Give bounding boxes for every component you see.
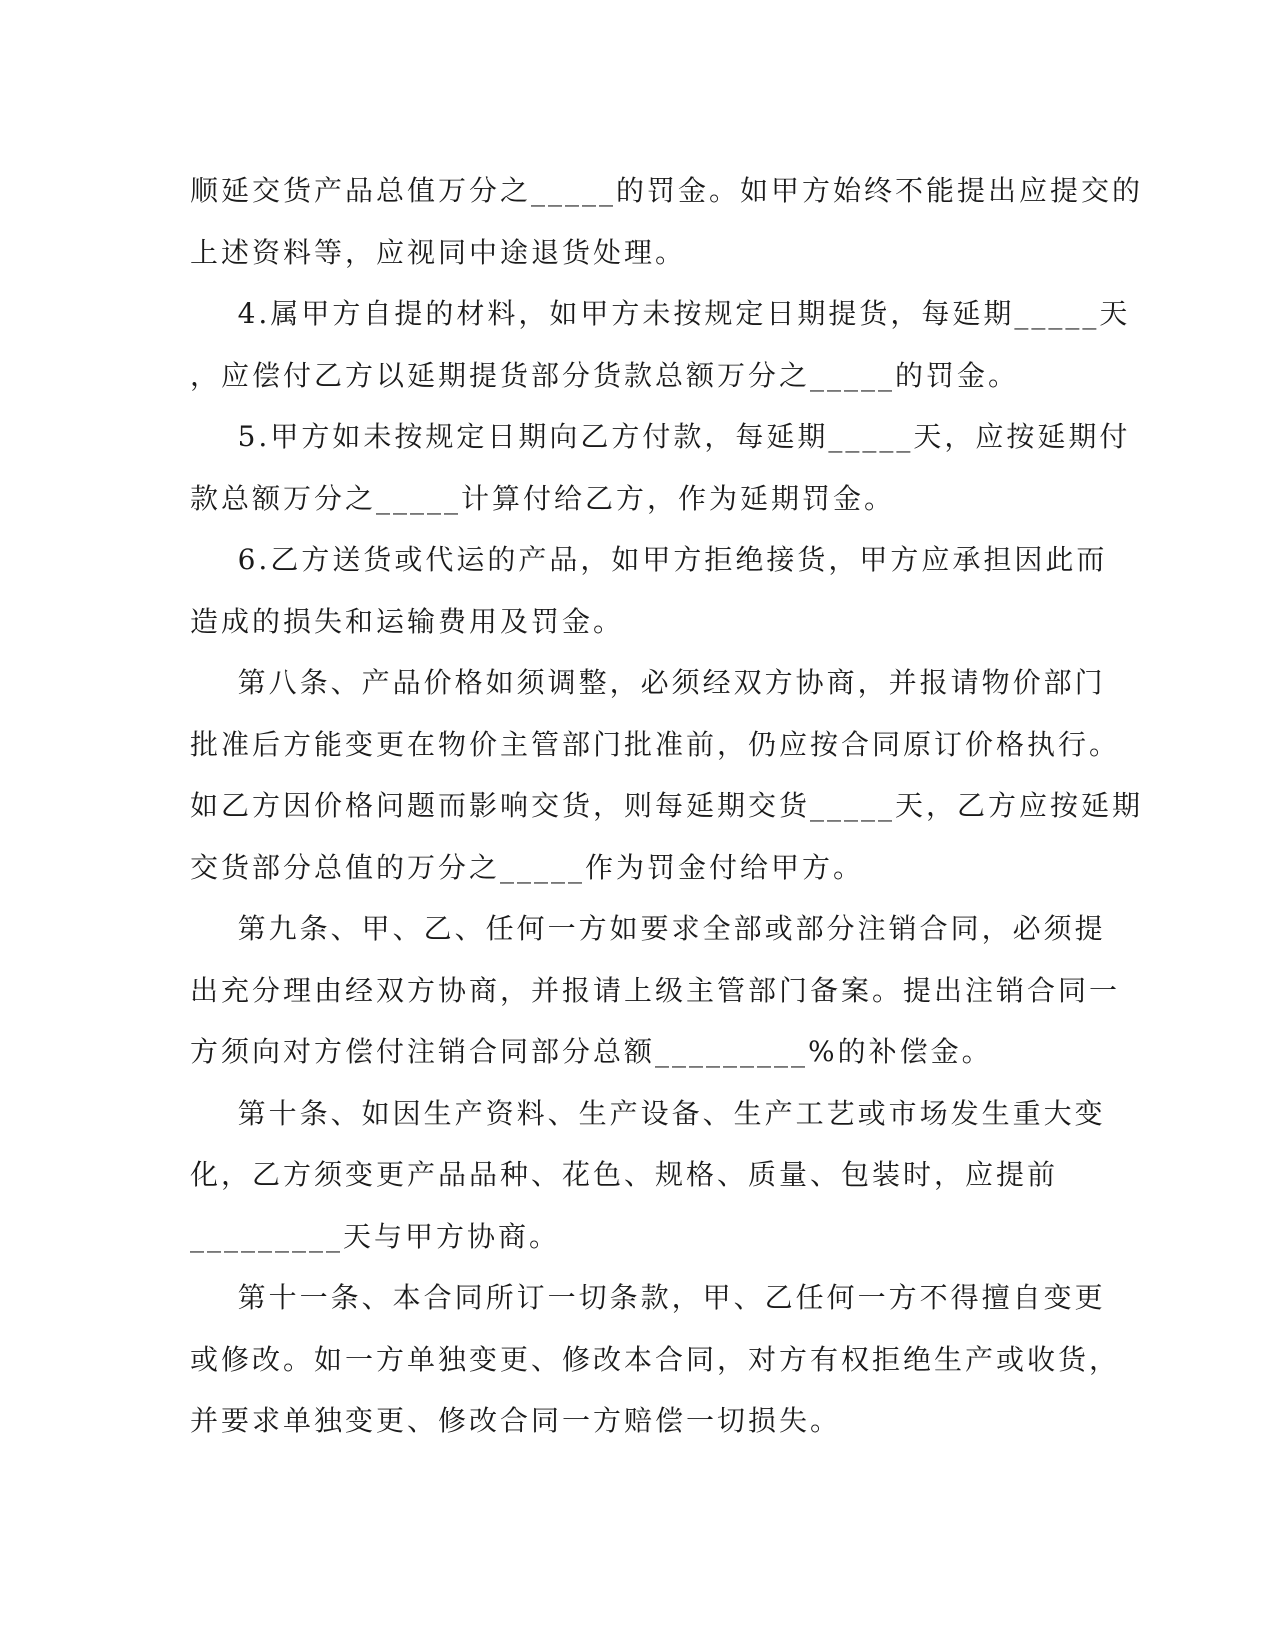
text-line: 第九条、甲、乙、任何一方如要求全部或部分注销合同，必须提 (190, 912, 1106, 945)
text-line: 款总额万分之_____计算付给乙方，作为延期罚金。 (190, 481, 896, 515)
text-line: 或修改。如一方单独变更、修改本合同，对方有权拒绝生产或收货， (190, 1342, 1121, 1376)
text-line: ，应偿付乙方以延期提货部分货款总额万分之_____的罚金。 (190, 358, 1020, 392)
text-line: 第十条、如因生产资料、生产设备、生产工艺或市场发生重大变 (190, 1096, 1106, 1130)
text-line: 第十一条、本合同所订一切条款，甲、乙任何一方不得擅自变更 (190, 1281, 1106, 1314)
text-line: 造成的损失和运输费用及罚金。 (190, 604, 625, 638)
text-line: 批准后方能变更在物价主管部门批准前，仍应按合同原订价格执行。 (190, 727, 1121, 761)
text-line: 第八条、产品价格如须调整，必须经双方协商，并报请物价部门 (190, 666, 1106, 699)
text-line: 4.属甲方自提的材料，如甲方未按规定日期提货，每延期_____天 (190, 297, 1131, 330)
text-line: 6.乙方送货或代运的产品，如甲方拒绝接货，甲方应承担因此而 (190, 543, 1108, 576)
text-line: 如乙方因价格问题而影响交货，则每延期交货_____天，乙方应按延期 (190, 789, 1144, 822)
text-line: _________天与甲方协商。 (190, 1219, 561, 1253)
text-line: 5.甲方如未按规定日期向乙方付款，每延期_____天，应按延期付 (190, 420, 1131, 453)
text-line: 化，乙方须变更产品品种、花色、规格、质量、包装时，应提前 (190, 1158, 1059, 1191)
text-line: 并要求单独变更、修改合同一方赔偿一切损失。 (190, 1404, 842, 1437)
text-line: 方须向对方偿付注销合同部分总额_________%的补偿金。 (190, 1035, 993, 1068)
document-body (190, 160, 1144, 1452)
text-line: 交货部分总值的万分之_____作为罚金付给甲方。 (190, 850, 865, 884)
text-line: 上述资料等，应视同中途退货处理。 (190, 235, 687, 269)
text-line: 顺延交货产品总值万分之_____的罚金。如甲方始终不能提出应提交的 (190, 174, 1144, 207)
text-line: 出充分理由经双方协商，并报请上级主管部门备案。提出注销合同一 (190, 973, 1121, 1007)
